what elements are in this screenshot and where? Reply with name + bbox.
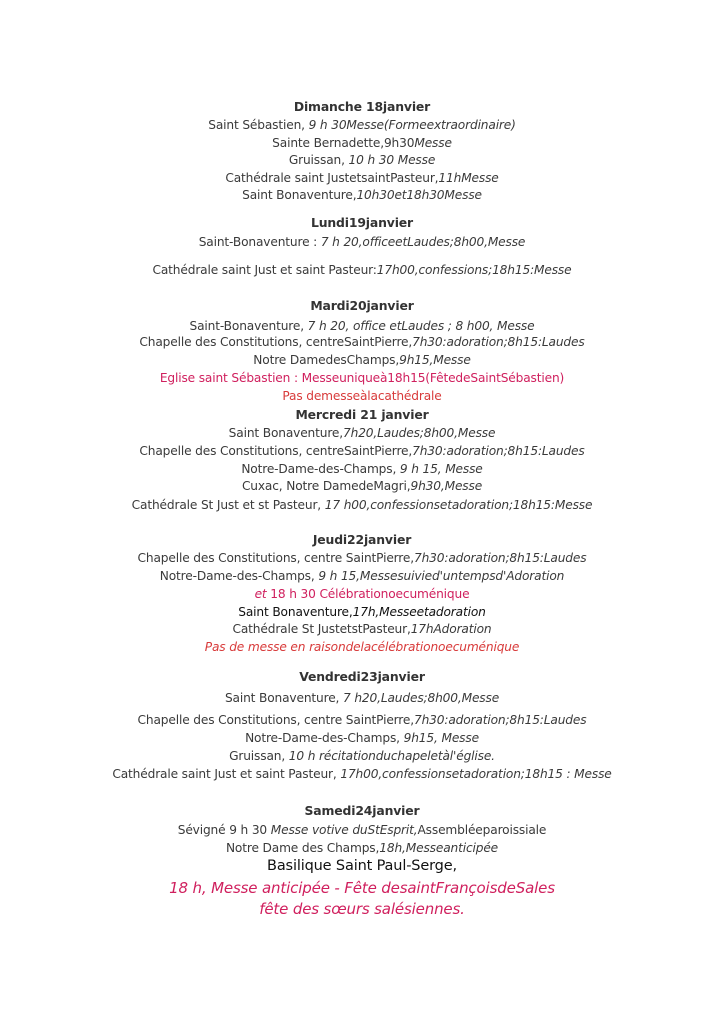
schedule-line: Saint-Bonaventure, 7 h 20, office etLaudes ; 8 h00, Messe [189, 319, 535, 333]
schedule-line: Saint Bonaventure, 7 h20,Laudes;8h00,Messe [224, 691, 500, 705]
schedule-line: Chapelle des Constitutions, centre SaintPierre,7h30:adoration;8h15:Laudes [137, 551, 587, 565]
schedule-line: Cathédrale St Just et st Pasteur, 17 h00,confessionsetadoration;18h15:Messe [131, 498, 593, 512]
schedule-line: Cathédrale saint Just et saint Pasteur, 17h00,confessionsetadoration;18h15 : Messe [112, 767, 612, 781]
schedule-line: Cathédrale saint JustetsaintPasteur,11hMesse [225, 171, 499, 185]
schedule-line: Saint Sébastien, 9 h 30Messe(Formeextraordinaire) [208, 118, 516, 132]
schedule-line: Gruissan, 10 h récitationduchapeletàl'église. [229, 749, 495, 763]
day-heading: Mardi20janvier [310, 298, 414, 313]
day-heading: Jeudi22janvier [312, 532, 412, 547]
schedule-line: Notre-Dame-des-Champs, 9 h 15,Messesuivied'untempsd'Adoration [159, 569, 565, 583]
schedule-line: Chapelle des Constitutions, centreSaintPierre,7h30:adoration;8h15:Laudes [139, 444, 585, 458]
day-heading: Samedi24janvier [304, 803, 420, 818]
special-notice: Eglise saint Sébastien : Messeuniqueà18h15(FêtedeSaintSébastien) [159, 371, 565, 385]
schedule-line: Notre DamedesChamps,9h15,Messe [253, 353, 471, 367]
schedule-line: Notre-Dame-des-Champs, 9h15, Messe [245, 731, 479, 745]
special-notice: et 18 h 30 Célébrationoecuménique [254, 587, 470, 601]
schedule-line: Basilique Saint Paul-Serge, [267, 858, 457, 874]
day-heading: Vendredi23janvier [299, 669, 425, 684]
schedule-line: Chapelle des Constitutions, centre SaintPierre,7h30:adoration;8h15:Laudes [137, 713, 587, 727]
special-notice: Pas demesseàlacathédrale [282, 389, 442, 403]
schedule-line: Cathédrale saint Just et saint Pasteur:17h00,confessions;18h15:Messe [152, 263, 572, 277]
schedule-line: Chapelle des Constitutions, centreSaintPierre,7h30:adoration;8h15:Laudes [139, 335, 585, 349]
schedule-line: Cuxac, Notre DamedeMagri,9h30,Messe [241, 479, 483, 493]
schedule-line: Saint Bonaventure,7h20,Laudes;8h00,Messe [228, 426, 496, 440]
schedule-line: Sévigné 9 h 30 Messe votive duStEsprit,Assembléeparoissiale [177, 823, 547, 837]
schedule-line: Notre-Dame-des-Champs, 9 h 15, Messe [241, 462, 483, 476]
day-heading: Mercredi 21 janvier [295, 407, 429, 422]
day-heading: Lundi19janvier [310, 215, 414, 230]
schedule-line: Cathédrale St JustetstPasteur,17hAdoration [232, 622, 492, 636]
schedule-line: Gruissan, 10 h 30 Messe [288, 153, 436, 167]
schedule-line: Notre Dame des Champs,18h,Messeanticipée [225, 841, 499, 855]
special-notice: fête des sœurs salésiennes. [259, 900, 465, 918]
schedule-line: Saint Bonaventure,17h,Messeetadoration [238, 605, 486, 619]
schedule-line: Sainte Bernadette,9h30Messe [272, 136, 452, 150]
day-heading: Dimanche 18janvier [293, 99, 431, 114]
schedule-line: Saint Bonaventure,10h30et18h30Messe [242, 188, 482, 202]
special-notice: 18 h, Messe anticipée - Fête desaintFrançoisdeSales [169, 879, 555, 897]
schedule-line: Saint-Bonaventure : 7 h 20,officeetLaudes;8h00,Messe [198, 235, 526, 249]
special-notice: Pas de messe en raisondelacélébrationoecuménique [204, 640, 520, 654]
